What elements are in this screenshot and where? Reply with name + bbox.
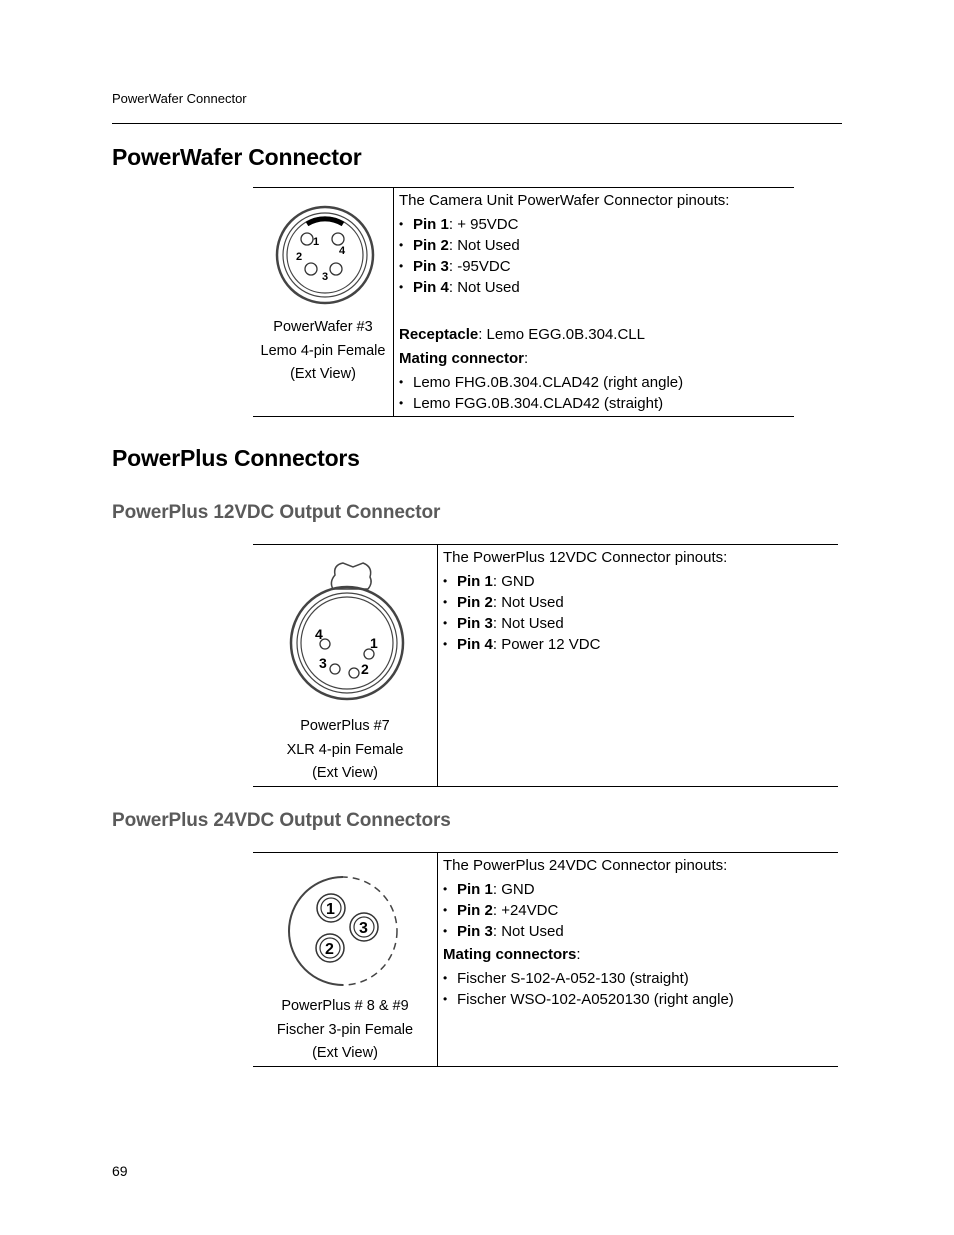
section-title-powerplus: PowerPlus Connectors	[112, 445, 360, 471]
list-item: • Pin 1: GND	[443, 879, 838, 900]
pin-list	[443, 879, 838, 942]
caption-line: PowerPlus # 8 & #9	[281, 998, 409, 1014]
image-caption	[253, 715, 437, 786]
pin-number-label: 1	[326, 901, 335, 918]
page-number: 69	[112, 1163, 128, 1179]
powerplus-24vdc-image-cell	[253, 853, 438, 1067]
pin-list	[443, 571, 838, 655]
list-item: • Pin 1: GND	[443, 571, 838, 592]
pin-number-label: 2	[361, 661, 369, 677]
list-item: • Pin 2: Not Used	[399, 235, 794, 256]
xlr-4pin-connector-diagram	[253, 545, 437, 711]
caption-line: (Ext View)	[312, 1045, 378, 1061]
header-divider	[112, 123, 842, 124]
caption-line: PowerWafer #3	[273, 319, 373, 335]
list-item: • Pin 4: Not Used	[399, 277, 794, 298]
mating-connector-label: Mating connectors:	[443, 946, 581, 963]
receptacle-line: Receptacle: Lemo EGG.0B.304.CLL	[399, 326, 645, 343]
pin-list	[399, 214, 794, 298]
fischer-3pin-connector-diagram	[253, 853, 437, 991]
caption-line: XLR 4-pin Female	[286, 741, 404, 758]
pin-number-label: 3	[359, 920, 368, 937]
pin-number-label: 1	[370, 635, 378, 651]
pin-number-label: 3	[322, 271, 329, 283]
list-item: • Pin 2: Not Used	[443, 592, 838, 613]
pin-number-label: 1	[313, 236, 320, 248]
image-caption	[253, 316, 393, 387]
running-header: PowerWafer Connector	[112, 91, 247, 106]
list-item: • Pin 3: Not Used	[443, 921, 838, 942]
lemo-4pin-connector-diagram	[253, 188, 393, 312]
mating-list	[443, 968, 838, 1010]
image-caption	[253, 995, 437, 1066]
subsection-title-12vdc: PowerPlus 12VDC Output Connector	[112, 502, 441, 523]
list-item: • Pin 1: + 95VDC	[399, 214, 794, 235]
mating-list	[399, 372, 794, 414]
pin-number-label: 3	[319, 655, 327, 671]
mating-connector-label: Mating connector:	[399, 350, 529, 367]
caption-line: Fischer 3-pin Female	[276, 1021, 414, 1038]
section-title-powerwafer: PowerWafer Connector	[112, 144, 362, 170]
powerplus-12vdc-image-cell	[253, 545, 438, 787]
caption-line: (Ext View)	[290, 366, 356, 382]
caption-line: Lemo 4-pin Female	[260, 342, 386, 359]
powerwafer-table	[253, 187, 794, 417]
powerplus-12vdc-table	[253, 544, 838, 787]
list-item: • Lemo FGG.0B.304.CLAD42 (straight)	[399, 393, 794, 414]
list-item: • Pin 4: Power 12 VDC	[443, 634, 838, 655]
list-item: • Pin 3: Not Used	[443, 613, 838, 634]
pin-number-label: 2	[325, 941, 334, 958]
powerwafer-image-cell	[253, 188, 394, 417]
pinout-intro: The PowerPlus 12VDC Connector pinouts:	[443, 549, 728, 566]
powerplus-24vdc-table	[253, 852, 838, 1067]
powerplus-24vdc-text-cell	[438, 853, 839, 1067]
list-item: • Pin 3: -95VDC	[399, 256, 794, 277]
powerwafer-text-cell	[394, 188, 795, 417]
powerplus-12vdc-text-cell	[438, 545, 839, 787]
list-item: • Lemo FHG.0B.304.CLAD42 (right angle)	[399, 372, 794, 393]
pinout-intro: The PowerPlus 24VDC Connector pinouts:	[443, 857, 728, 874]
caption-line: (Ext View)	[312, 765, 378, 781]
pin-number-label: 4	[315, 626, 323, 642]
pinout-intro: The Camera Unit PowerWafer Connector pinouts:	[399, 192, 730, 209]
list-item: • Pin 2: +24VDC	[443, 900, 838, 921]
list-item: • Fischer WSO-102-A0520130 (right angle)	[443, 989, 838, 1010]
pin-number-label: 2	[296, 251, 303, 263]
subsection-title-24vdc: PowerPlus 24VDC Output Connectors	[112, 810, 451, 831]
caption-line: PowerPlus #7	[300, 718, 390, 734]
list-item: • Fischer S-102-A-052-130 (straight)	[443, 968, 838, 989]
pin-number-label: 4	[339, 245, 346, 257]
